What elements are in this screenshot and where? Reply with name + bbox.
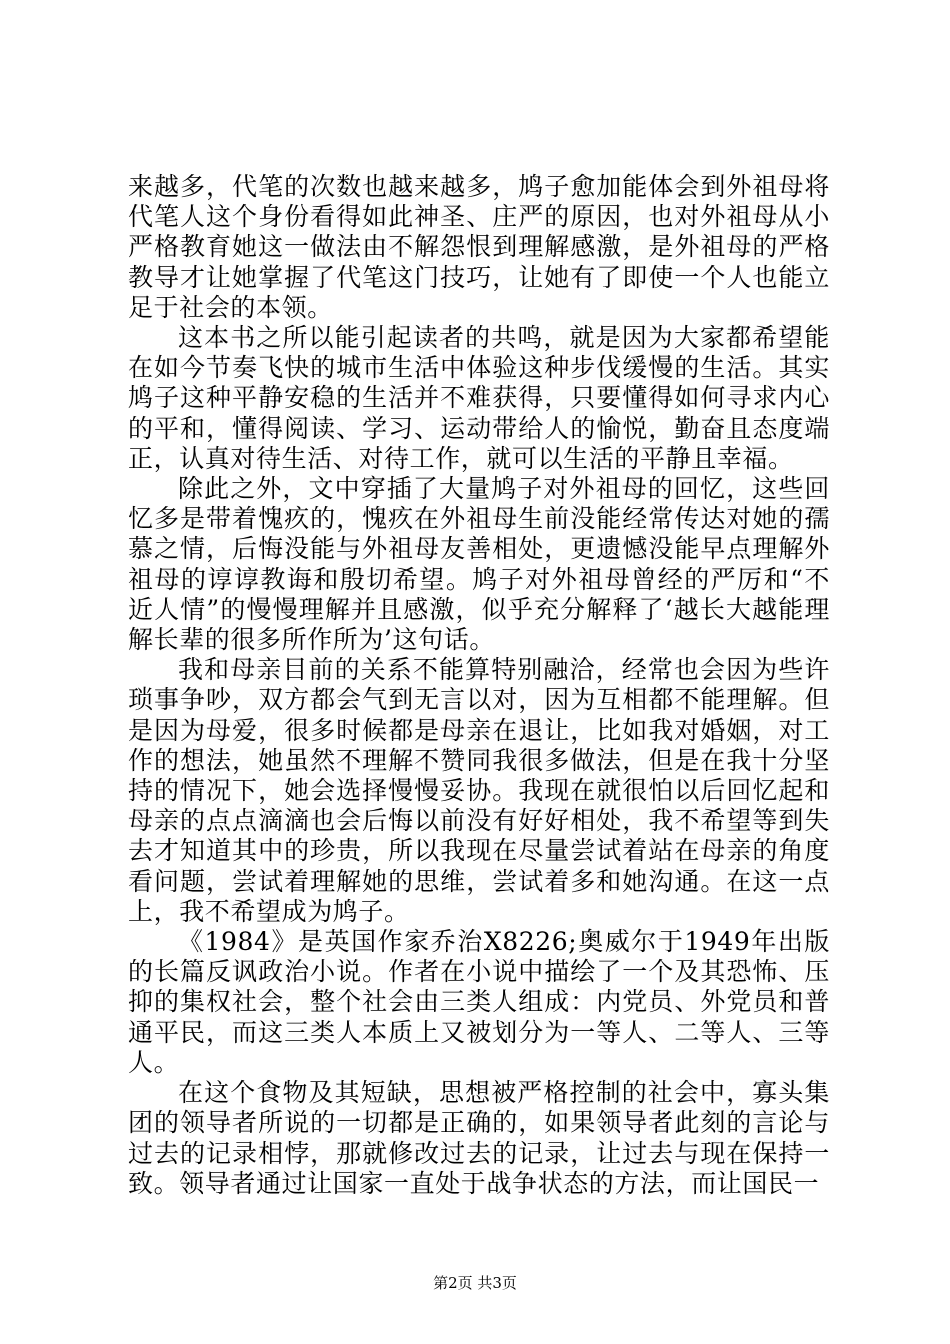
page-footer: 第2页 共3页: [433, 1274, 517, 1292]
paragraph-3: 除此之外，文中穿插了大量鸠子对外祖母的回忆，这些回忆多是带着愧疚的，愧疚在外祖母生前没能经常传达对她的孺慕之情，后悔没能与外祖母友善相处，更遗憾没能早点理解外祖母的谆谆教诲和殷切希望。鸠子对外祖母曾经的严厉和“不近人情”的慢慢理解并且感激，似乎充分解释了‘越长大越能理解长辈的很多所作所为’这句话。: [128, 474, 830, 655]
body-text: [128, 172, 830, 1199]
paragraph-2: 这本书之所以能引起读者的共鸣，就是因为大家都希望能在如今节奏飞快的城市生活中体验这种步伐缓慢的生活。其实鸠子这种平静安稳的生活并不难获得，只要懂得如何寻求内心的平和，懂得阅读、学习、运动带给人的愉悦，勤奋且态度端正，认真对待生活、对待工作，就可以生活的平静且幸福。: [128, 323, 830, 473]
paragraph-4: 我和母亲目前的关系不能算特别融洽，经常也会因为些许琐事争吵，双方都会气到无言以对，因为互相都不能理解。但是因为母爱，很多时候都是母亲在退让，比如我对婚姻，对工作的想法，她虽然不理解不赞同我很多做法，但是在我十分坚持的情况下，她会选择慢慢妥协。我现在就很怕以后回忆起和母亲的点点滴滴也会后悔以前没有好好相处，我不希望等到失去才知道其中的珍贵，所以我现在尽量尝试着站在母亲的角度看问题，尝试着理解她的思维，尝试着多和她沟通。在这一点上，我不希望成为鸠子。: [128, 655, 830, 926]
paragraph-1: 来越多，代笔的次数也越来越多，鸠子愈加能体会到外祖母将代笔人这个身份看得如此神圣、庄严的原因，也对外祖母从小严格教育她这一做法由不解怨恨到理解感激，是外祖母的严格教导才让她掌握了代笔这门技巧，让她有了即使一个人也能立足于社会的本领。: [128, 172, 830, 322]
paragraph-6: 在这个食物及其短缺，思想被严格控制的社会中，寡头集团的领导者所说的一切都是正确的，如果领导者此刻的言论与过去的记录相悖，那就修改过去的记录，让过去与现在保持一致。领导者通过让国家一直处于战争状态的方法，而让国民一: [128, 1078, 830, 1198]
paragraph-5: 《1984》是英国作家乔治X8226;奥威尔于1949年出版的长篇反讽政治小说。作者在小说中描绘了一个及其恐怖、压抑的集权社会，整个社会由三类人组成：内党员、外党员和普通平民，而这三类人本质上又被划分为一等人、二等人、三等人。: [128, 927, 830, 1077]
